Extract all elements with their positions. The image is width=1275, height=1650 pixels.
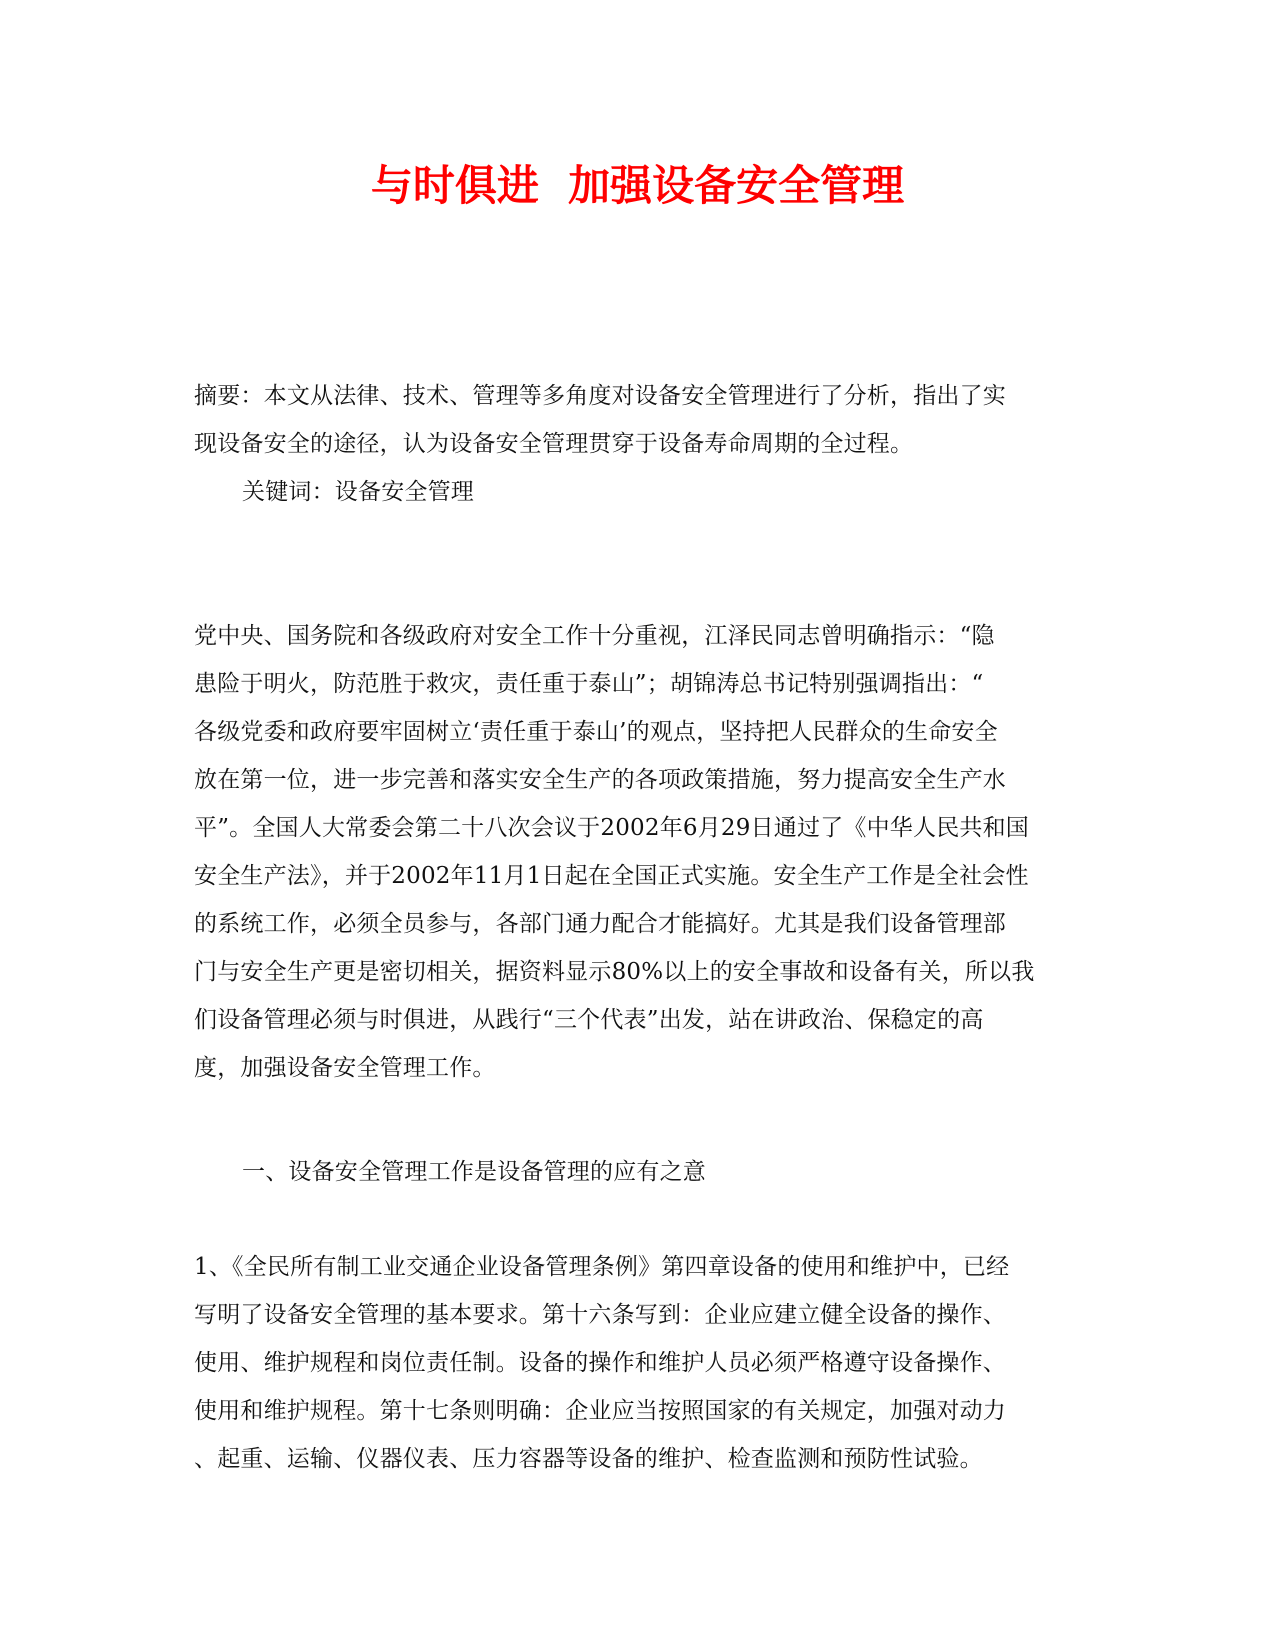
intro-line: 党中央、国务院和各级政府对安全工作十分重视，江泽民同志曾明确指示：“隐 xyxy=(194,623,995,649)
keywords-paragraph xyxy=(194,468,1084,516)
intro-line: 度，加强设备安全管理工作。 xyxy=(194,1055,496,1081)
clause-line: 使用、维护规程和岗位责任制。设备的操作和维护人员必须严格遵守设备操作、 xyxy=(194,1350,1006,1376)
section-heading: 一、设备安全管理工作是设备管理的应有之意 xyxy=(242,1159,706,1185)
clause-paragraph xyxy=(194,1243,1084,1483)
abstract-line: 现设备安全的途径，认为设备安全管理贯穿于设备寿命周期的全过程。 xyxy=(194,431,914,457)
abstract-paragraph xyxy=(194,372,1084,468)
keywords-line: 关键词：设备安全管理 xyxy=(242,479,474,505)
intro-line: 门与安全生产更是密切相关，据资料显示80%以上的安全事故和设备有关，所以我 xyxy=(194,959,1035,985)
intro-line: 的系统工作，必须全员参与，各部门通力配合才能搞好。尤其是我们设备管理部 xyxy=(194,911,1006,937)
clause-line: 使用和维护规程。第十七条则明确：企业应当按照国家的有关规定，加强对动力 xyxy=(194,1398,1006,1424)
document-title: 与时俱进 加强设备安全管理 xyxy=(370,161,905,210)
intro-paragraph xyxy=(194,612,1084,1092)
clause-line: 、起重、运输、仪器仪表、压力容器等设备的维护、检查监测和预防性试验。 xyxy=(194,1446,983,1472)
clause-line: 写明了设备安全管理的基本要求。第十六条写到：企业应建立健全设备的操作、 xyxy=(194,1302,1006,1328)
intro-line: 平”。全国人大常委会第二十八次会议于2002年6月29日通过了《中华人民共和国 xyxy=(194,815,1029,841)
clause-line: 1、《全民所有制工业交通企业设备管理条例》第四章设备的使用和维护中，已经 xyxy=(194,1254,1010,1280)
intro-line: 放在第一位，进一步完善和落实安全生产的各项政策措施，努力提高安全生产水 xyxy=(194,767,1006,793)
intro-line: 安全生产法》，并于2002年11月1日起在全国正式实施。安全生产工作是全社会性 xyxy=(194,863,1029,889)
section-heading-block xyxy=(194,1148,1084,1196)
intro-line: 患险于明火，防范胜于救灾，责任重于泰山”；胡锦涛总书记特别强调指出：“ xyxy=(194,671,984,697)
abstract-line: 摘要：本文从法律、技术、管理等多角度对设备安全管理进行了分析，指出了实 xyxy=(194,383,1006,409)
intro-line: 们设备管理必须与时俱进，从践行“三个代表”出发，站在讲政治、保稳定的高 xyxy=(194,1007,984,1033)
intro-line: 各级党委和政府要牢固树立‘责任重于泰山’的观点，坚持把人民群众的生命安全 xyxy=(194,719,998,745)
